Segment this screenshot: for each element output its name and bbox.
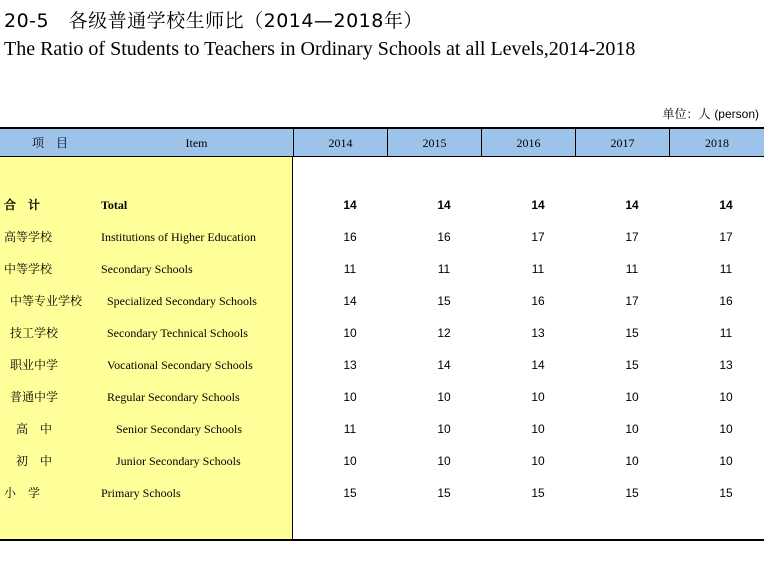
cell-2016: 17 xyxy=(531,230,545,244)
header-year-2017: 2017 xyxy=(610,136,635,150)
cell-2017: 17 xyxy=(625,230,639,244)
cell-2015: 10 xyxy=(437,390,451,404)
cell-2017: 14 xyxy=(625,198,639,212)
unit-label-english: (person) xyxy=(714,107,759,121)
table-row xyxy=(0,253,764,285)
cell-2016: 11 xyxy=(531,262,545,276)
row-label-english: Institutions of Higher Education xyxy=(101,230,256,244)
cell-2016: 10 xyxy=(531,454,545,468)
table-header xyxy=(0,127,764,157)
cell-2016: 15 xyxy=(531,486,545,500)
unit-label xyxy=(662,105,759,122)
table-row xyxy=(0,445,764,477)
cell-2015: 15 xyxy=(437,294,451,308)
cell-2015: 11 xyxy=(437,262,451,276)
row-label-chinese: 职业中学 xyxy=(10,358,59,372)
header-year-2016: 2016 xyxy=(516,136,541,150)
cell-2017: 10 xyxy=(625,454,639,468)
cell-2014: 13 xyxy=(343,358,357,372)
row-label-chinese: 高 中 xyxy=(16,422,53,436)
cell-2015: 15 xyxy=(437,486,451,500)
cell-2018: 11 xyxy=(719,262,733,276)
cell-2016: 16 xyxy=(531,294,545,308)
table-row-total xyxy=(0,189,764,221)
cell-2014: 10 xyxy=(343,326,357,340)
cell-2014: 10 xyxy=(343,390,357,404)
cell-2015: 14 xyxy=(437,358,451,372)
table-row xyxy=(0,285,764,317)
cell-2015: 10 xyxy=(437,422,451,436)
page-title-chinese: 20-5 各级普通学校生师比（2014—2018年） xyxy=(4,10,423,32)
header-year-2014: 2014 xyxy=(328,136,353,150)
row-label-english: Specialized Secondary Schools xyxy=(107,294,257,308)
row-label-chinese: 技工学校 xyxy=(10,326,59,340)
cell-2014: 11 xyxy=(343,262,357,276)
cell-2018: 11 xyxy=(719,326,733,340)
cell-2018: 17 xyxy=(719,230,733,244)
row-label-english: Primary Schools xyxy=(101,486,181,500)
table-row xyxy=(0,221,764,253)
cell-2017: 17 xyxy=(625,294,639,308)
row-label-chinese: 合 计 xyxy=(4,198,41,212)
cell-2017: 11 xyxy=(625,262,639,276)
header-year-2018: 2018 xyxy=(705,136,729,150)
ratio-table xyxy=(0,127,764,541)
cell-2017: 10 xyxy=(625,390,639,404)
cell-2018: 15 xyxy=(719,486,733,500)
header-item-chinese: 项 目 xyxy=(31,136,68,150)
cell-2016: 14 xyxy=(531,198,545,212)
cell-2018: 10 xyxy=(719,422,733,436)
table-bottom-rule xyxy=(0,539,764,541)
row-label-english: Regular Secondary Schools xyxy=(107,390,240,404)
cell-2014: 15 xyxy=(343,486,357,500)
cell-2016: 10 xyxy=(531,390,545,404)
row-label-chinese: 中等学校 xyxy=(4,262,53,276)
cell-2016: 10 xyxy=(531,422,545,436)
cell-2018: 10 xyxy=(719,454,733,468)
row-label-chinese: 初 中 xyxy=(16,454,53,468)
cell-2014: 11 xyxy=(343,422,357,436)
row-label-chinese: 高等学校 xyxy=(4,230,53,244)
cell-2017: 15 xyxy=(625,326,639,340)
cell-2017: 10 xyxy=(625,422,639,436)
cell-2018: 13 xyxy=(719,358,733,372)
cell-2018: 16 xyxy=(719,294,733,308)
row-label-chinese: 中等专业学校 xyxy=(10,294,83,308)
cell-2018: 10 xyxy=(719,390,733,404)
cell-2014: 14 xyxy=(343,294,357,308)
table-row xyxy=(0,413,764,445)
header-item-english: Item xyxy=(185,136,208,150)
page-title-english: The Ratio of Students to Teachers in Ordinary Schools at all Levels,2014-2018 xyxy=(4,38,636,60)
cell-2015: 12 xyxy=(437,326,451,340)
table-row xyxy=(0,381,764,413)
row-label-english: Junior Secondary Schools xyxy=(116,454,241,468)
cell-2016: 13 xyxy=(531,326,545,340)
cell-2017: 15 xyxy=(625,486,639,500)
header-year-2015: 2015 xyxy=(422,136,447,150)
table-row xyxy=(0,317,764,349)
cell-2014: 10 xyxy=(343,454,357,468)
row-label-english: Secondary Technical Schools xyxy=(107,326,248,340)
cell-2014: 14 xyxy=(343,198,357,212)
row-label-english: Senior Secondary Schools xyxy=(116,422,242,436)
cell-2016: 14 xyxy=(531,358,545,372)
cell-2014: 16 xyxy=(343,230,357,244)
cell-2015: 14 xyxy=(437,198,451,212)
table-row xyxy=(0,477,764,509)
cell-2018: 14 xyxy=(719,198,733,212)
table-row xyxy=(0,349,764,381)
row-label-english: Vocational Secondary Schools xyxy=(107,358,253,372)
unit-label-chinese: 单位：人 xyxy=(662,107,711,121)
row-label-chinese: 普通中学 xyxy=(10,390,59,404)
cell-2015: 10 xyxy=(437,454,451,468)
cell-2017: 15 xyxy=(625,358,639,372)
row-label-english: Secondary Schools xyxy=(101,262,193,276)
cell-2015: 16 xyxy=(437,230,451,244)
row-label-chinese: 小 学 xyxy=(4,486,41,500)
row-label-english: Total xyxy=(101,198,128,212)
